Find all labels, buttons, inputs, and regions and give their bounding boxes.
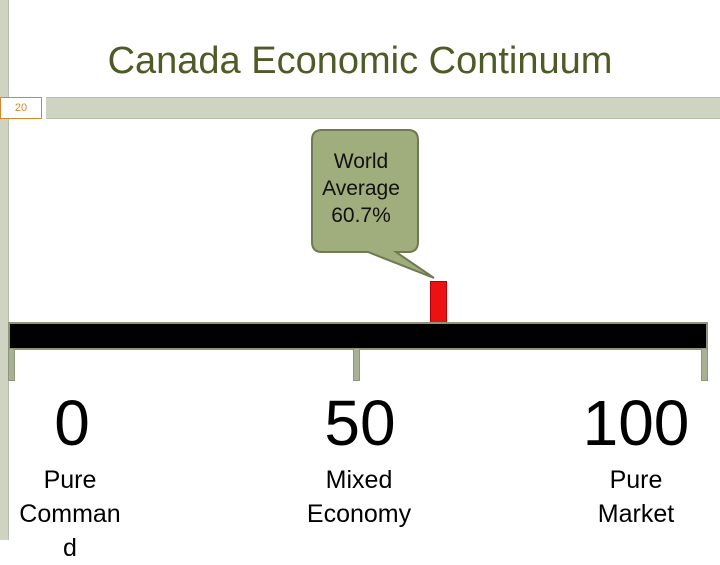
- slide-number: 20: [0, 97, 42, 119]
- scale-label-0-line-1: Pure: [43, 466, 97, 494]
- callout-line-3: 60.7%: [331, 204, 391, 227]
- tick-50: [353, 348, 360, 381]
- scale-value-0: 0: [54, 387, 90, 459]
- continuum-bar: [8, 322, 708, 350]
- callout-line-2: Average: [322, 177, 400, 200]
- scale-label-mixed-economy: [279, 463, 439, 531]
- scale-label-100-line-2: Market: [597, 500, 675, 528]
- scale-label-0-line-2: Comman: [19, 500, 121, 528]
- slide-title: Canada Economic Continuum: [107, 40, 613, 82]
- scale-label-100-line-1: Pure: [609, 466, 663, 494]
- tick-100: [701, 348, 708, 381]
- scale-label-0-line-3: d: [63, 534, 77, 562]
- scale-label-50-line-1: Mixed: [325, 466, 393, 494]
- scale-value-50: 50: [324, 387, 396, 459]
- scale-label-pure-market: [556, 463, 716, 531]
- scale-label-50-line-2: Economy: [306, 500, 412, 528]
- scale-value-100: 100: [582, 387, 690, 459]
- tick-0: [8, 348, 15, 381]
- callout-label: [306, 148, 416, 229]
- scale-label-pure-command: [0, 463, 150, 565]
- callout-line-1: World: [333, 150, 389, 173]
- world-average-marker: [430, 281, 447, 323]
